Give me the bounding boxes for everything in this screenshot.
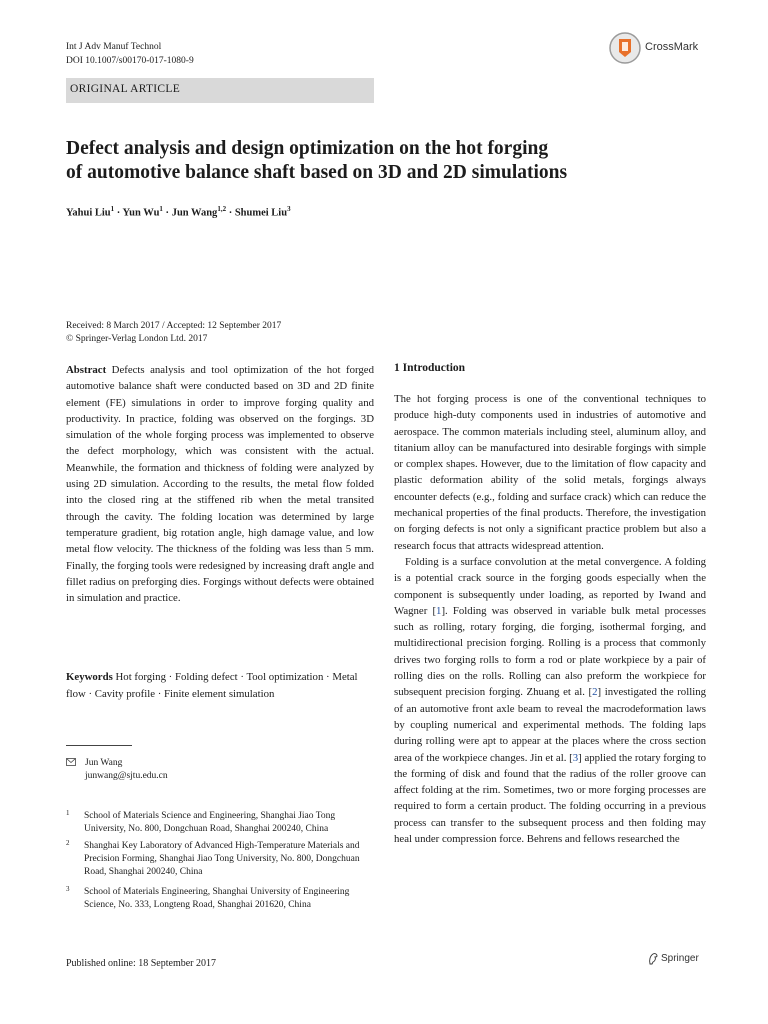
crossmark-logo-icon bbox=[609, 32, 641, 64]
paragraph-text: Folding is a surface convolution at the metal convergence. A folding is a potential crack source in the forging goods especially when the component is subsequently under loading, as reported by Iwand and Wagner [ bbox=[394, 555, 706, 617]
affiliation-text: School of Materials Science and Engineering, Shanghai Jiao Tong University, No. 800, Dongchuan Road, Shanghai 200240, China bbox=[84, 811, 336, 834]
correspondence bbox=[66, 757, 168, 783]
author-separator: · bbox=[226, 207, 235, 219]
keywords-text: Hot forging · Folding defect · Tool optimization · Metal flow · Cavity profile · Finite element simulation bbox=[66, 671, 358, 700]
affiliation-number: 2 bbox=[66, 839, 70, 847]
springer-logo bbox=[648, 951, 706, 967]
published-online: Published online: 18 September 2017 bbox=[66, 958, 216, 969]
introduction-body bbox=[394, 391, 706, 847]
doi[interactable]: DOI 10.1007/s00170-017-1080-9 bbox=[66, 56, 194, 66]
springer-horse-icon bbox=[648, 952, 659, 965]
author-name[interactable]: Yahui Liu bbox=[66, 207, 111, 219]
affiliation bbox=[66, 886, 374, 912]
paragraph: The hot forging process is one of the conventional techniques to produce high-duty components used in industries of automotive and aerospace. The common materials including steel, aluminum alloy, and titanium alloy can be manufactured into desirable forgings with simple or complex shapes. However, due to the limitation of flow capacity and plastic deformation ability of the solid metals, forgings always encounter defects (e.g., folding and surface crack) which can reduce the mechanical properties of the final products. Therefore, the investigation on forging defects is not only a significant practice problem but also a research focus that attracts widespread attention. bbox=[394, 393, 706, 552]
copyright: © Springer-Verlag London Ltd. 2017 bbox=[66, 334, 208, 344]
paper-title bbox=[66, 137, 706, 185]
author-affiliation-marker: 1 bbox=[159, 205, 163, 213]
title-line-1: Defect analysis and design optimization on the hot forging bbox=[66, 138, 549, 159]
paragraph-text: ] investigated the rolling of an automotive front axle beam to reveal the macrodeformation laws by coupling numerical and experimental methods. The folding laps during rolling were apt to appear at the places where the cross section area of the workpiece changes. Jin et al. [ bbox=[394, 686, 706, 764]
article-type-banner: ORIGINAL ARTICLE bbox=[66, 78, 374, 103]
paragraph-text: ]. Folding was observed in variable bulk metal processes such as rolling, rotary forging, die forging, isothermal forging, and multidirectional precision forging. Rolling is a process that commonly drives two forging rolls to form a rod or plate workpiece by a pair of rolling dies on the rolls. Rolling can also preform the workpiece for subsequent precision forging. Zhuang et al. [ bbox=[394, 604, 706, 699]
corresponding-email[interactable]: junwang@sjtu.edu.cn bbox=[85, 771, 168, 781]
title-line-2: of automotive balance shaft based on 3D and 2D simulations bbox=[66, 162, 568, 183]
author-affiliation-marker: 1 bbox=[110, 205, 115, 213]
crossmark-badge[interactable] bbox=[609, 32, 719, 64]
reference-link[interactable]: 3 bbox=[572, 751, 579, 764]
footnote-divider bbox=[66, 745, 132, 746]
publication-dates bbox=[66, 320, 281, 346]
reference-link[interactable]: 1 bbox=[436, 604, 442, 617]
section-heading-introduction: 1 Introduction bbox=[394, 362, 466, 374]
paragraph-text: ] applied the rotary forging to the forming of disk and found that the radius of the roller groove can affect folding at the rim. Sometimes, two or more forging processes are required to form a certain product. The folding occurring in a previous process can transfer to the subsequent process and then folding may heal under compression force. Behrens and fellows researched the bbox=[394, 751, 707, 846]
author-affiliation-marker: 1,2 bbox=[217, 205, 227, 213]
keywords bbox=[66, 669, 374, 703]
keywords-label: Keywords bbox=[66, 671, 113, 683]
author-separator: · bbox=[114, 207, 123, 219]
author-affiliation-marker: 3 bbox=[287, 205, 291, 213]
affiliation-number: 1 bbox=[66, 809, 70, 817]
abstract bbox=[66, 362, 374, 606]
author-list bbox=[66, 205, 291, 219]
abstract-text: Defects analysis and tool optimization of the hot forged automotive balance shaft were conducted based on 3D and 2D finite element (FE) simulations in order to improve forging quality and productivity. In practice, folding was observed on the forgings. 3D simulation of the whole forging process was implemented to observe the defect morphology, which was consistent with the actual. Meanwhile, the formation and thickness of folding were analyzed by using 2D simulation. According to the results, the metal flow folded into the closed ring at the stiffened rib when the metal transited through the cavity. The folding location was determined by large temperature gradient, big rotation angle, high damage value, and low metal flow velocity. The thickness of the folding was less than 5 mm. Finally, the forging tools were redesigned by increasing draft angle and fillet radius on preforging dies. Forgings without defects were obtained in simulation and practice. bbox=[66, 364, 374, 605]
paragraph bbox=[394, 554, 706, 847]
springer-label: Springer bbox=[661, 953, 699, 964]
journal-header bbox=[66, 40, 194, 68]
abstract-label: Abstract bbox=[66, 364, 107, 376]
envelope-icon bbox=[66, 758, 76, 766]
author-separator: · bbox=[162, 207, 172, 219]
affiliation bbox=[66, 810, 374, 836]
author-name[interactable]: Yun Wu bbox=[122, 207, 160, 219]
crossmark-label: CrossMark bbox=[645, 41, 699, 53]
affiliation bbox=[66, 840, 374, 879]
corresponding-author: Jun Wang bbox=[85, 758, 123, 768]
author-name[interactable]: Shumei Liu bbox=[234, 207, 288, 219]
affiliation-text: School of Materials Engineering, Shanghai University of Engineering Science, No. 333, Longteng Road, Shanghai 201620, China bbox=[84, 887, 350, 910]
journal-name: Int J Adv Manuf Technol bbox=[66, 42, 162, 52]
received-accepted: Received: 8 March 2017 / Accepted: 12 September 2017 bbox=[66, 321, 282, 331]
reference-link[interactable]: 2 bbox=[592, 686, 598, 699]
author-name[interactable]: Jun Wang bbox=[171, 207, 218, 219]
affiliation-text: Shanghai Key Laboratory of Advanced High-Temperature Materials and Precision Forming, Shanghai Jiao Tong University, No. 800, Dongchuan Road, Shanghai 200240, China bbox=[84, 841, 360, 877]
affiliation-number: 3 bbox=[66, 885, 70, 893]
